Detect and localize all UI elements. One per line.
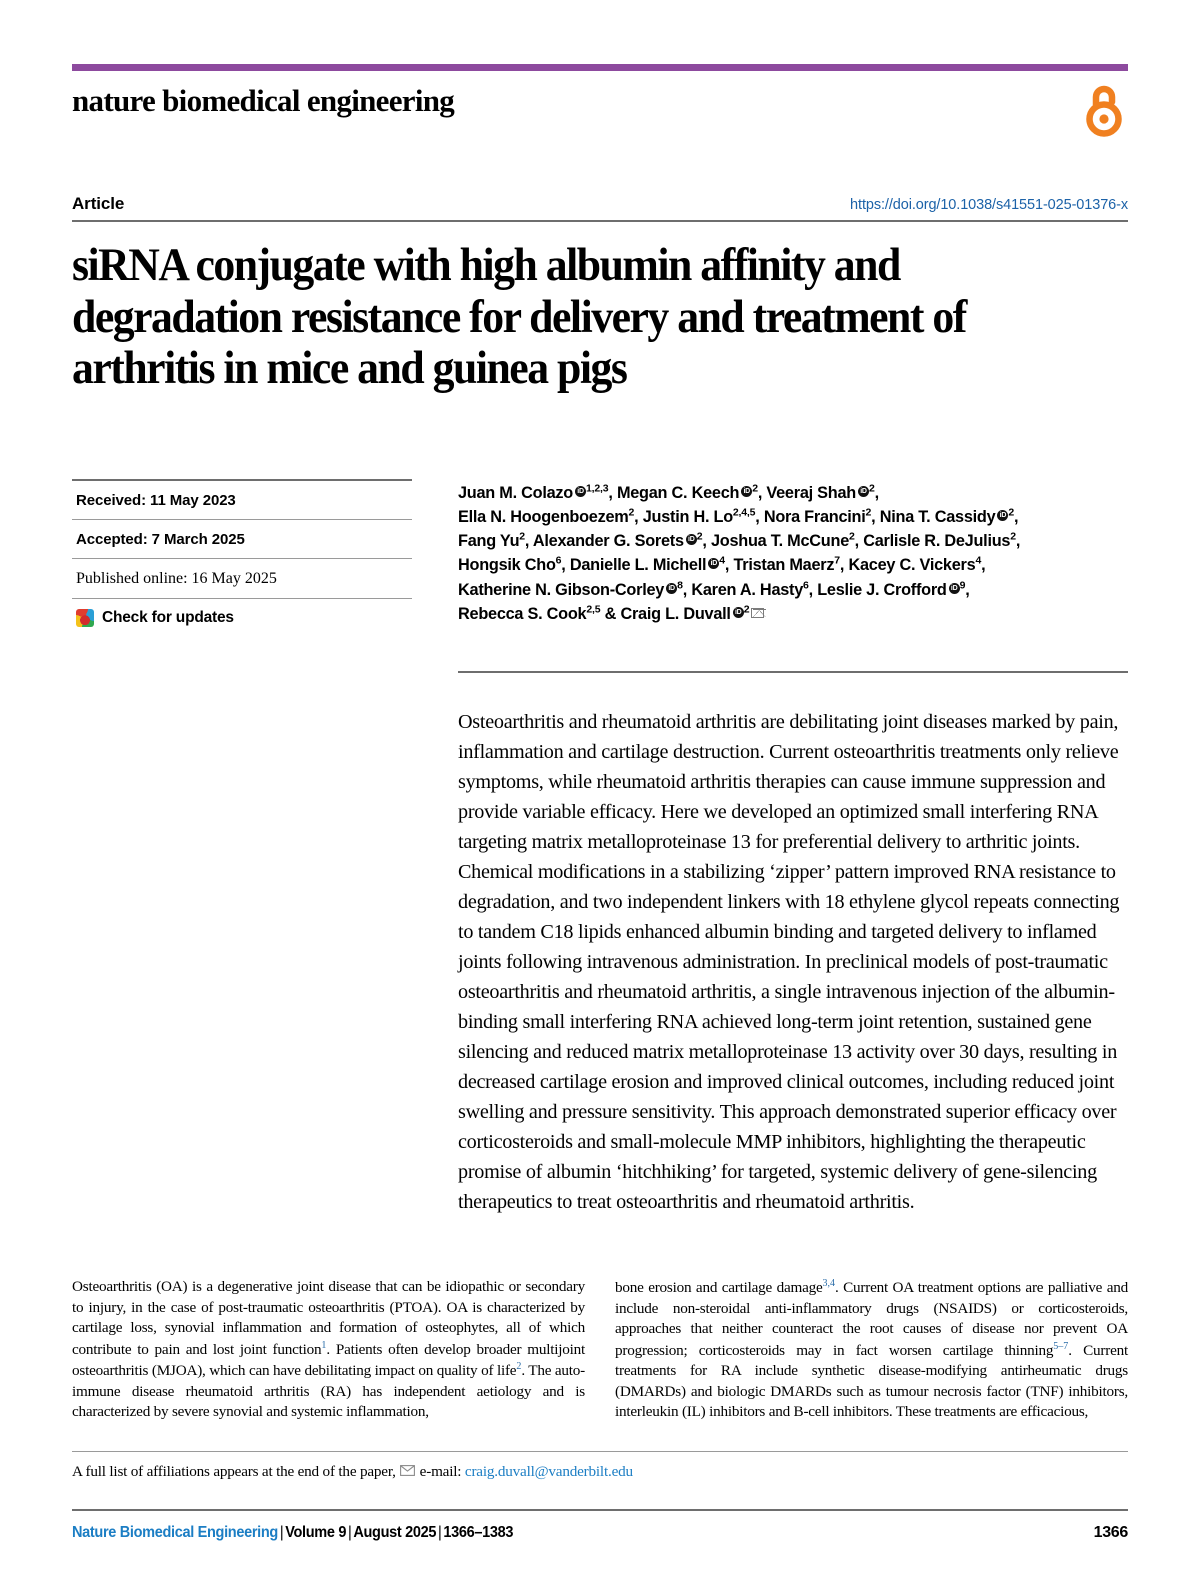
author-row-6: [458, 602, 1128, 626]
author-affiliation-sup: 2: [519, 530, 525, 543]
received-date: Received: 11 May 2023: [76, 492, 236, 510]
article-header: [72, 194, 1128, 214]
author-row-2: Ella N. Hoogenboezem$^2$, Justin H. Lo$^{2,4,5}$, Nora Francini$^2$, Nina T. Cassidy iD $^2$,: [458, 505, 1128, 529]
accepted-date: Accepted: 7 March 2025: [76, 531, 245, 549]
orcid-icon[interactable]: [997, 510, 1008, 521]
footer-separator: |: [438, 1523, 442, 1541]
author-name[interactable]: Alexander G. Sorets: [532, 532, 684, 551]
orcid-icon[interactable]: [741, 486, 752, 497]
author-affiliation-sup: 8: [677, 579, 683, 592]
author-name[interactable]: Leslie J. Crofford: [817, 580, 947, 599]
author-affiliation-sup: 7: [834, 554, 840, 567]
author-name[interactable]: Megan C. Keech: [616, 484, 740, 503]
orcid-icon[interactable]: [949, 583, 960, 594]
abstract-section: [72, 671, 1128, 1237]
orcid-icon[interactable]: [575, 486, 586, 497]
abstract-divider: [458, 671, 1128, 673]
author-affiliation-sup: 6: [555, 554, 562, 567]
author-name[interactable]: Katherine N. Gibson-Corley: [458, 580, 665, 599]
orcid-icon[interactable]: [686, 534, 697, 545]
open-access-lock-icon: [1082, 81, 1126, 142]
author-list: [412, 479, 1128, 627]
author-row-3: Fang Yu$^2$, Alexander G. Sorets iD $^2$, Joshua T. McCune$^2$, Carlisle R. DeJulius$^2$,: [458, 529, 1128, 553]
page-footer: [72, 1511, 1128, 1542]
orcid-icon[interactable]: [858, 486, 869, 497]
author-name[interactable]: Nina T. Cassidy: [879, 508, 996, 527]
published-date: Published online: 16 May 2025: [76, 570, 277, 588]
envelope-icon: [400, 1463, 415, 1481]
meta-and-authors: [72, 479, 1128, 627]
body-text: . The auto-immune disease rheumatoid arthritis (RA) has independent aetiology and is characterized by severe synovial and systemic inflammation,: [72, 1362, 586, 1421]
masthead: [72, 85, 1128, 142]
body-text: . Patients often develop broader multijoint osteoarthritis (MJOA), which can have debilitating impact on quality of life: [72, 1340, 585, 1380]
abstract-text: Osteoarthritis and rheumatoid arthritis are debilitating joint diseases marked by pain, inflammation and cartilage destruction. Current osteoarthritis treatments only relieve symptoms, while rheumatoid arthritis therapies can cause immune suppression and provide variable efficacy. Here we developed an optimized small interfering RNA targeting matrix metalloproteinase 13 for preferential delivery to arthritic joints. Chemical modifications in a stabilizing ‘zipper’ pattern improved RNA resistance to degradation, and two independent linkers with 18 ethylene glycol repeats connecting to tandem C18 lipids enhanced albumin binding and targeted delivery to inflamed joints following intravenous administration. In preclinical models of post-traumatic osteoarthritis and rheumatoid arthritis, a single intravenous injection of the albumin-binding small interfering RNA achieved long-term joint retention, sustained gene silencing and reduced matrix metalloproteinase 13 activity over 30 days, resulting in decreased cartilage erosion and improved clinical outcomes, including reduced joint swelling and pressure sensitivity. This approach demonstrated superior efficacy over corticosteroids and small-molecule MMP inhibitors, highlighting the therapeutic promise of albumin ‘hitchhiking’ for targeted, systemic delivery of gene-silencing therapeutics to treat osteoarthritis and rheumatoid arthritis.: [458, 711, 1120, 1214]
footer-journal-name[interactable]: Nature Biomedical Engineering: [72, 1523, 278, 1541]
footer-volume: Volume 9: [285, 1523, 347, 1541]
author-name[interactable]: Carlisle R. DeJulius: [863, 532, 1011, 551]
author-name[interactable]: Veeraj Shah: [766, 484, 856, 503]
author-affiliation-sup: 2: [865, 506, 872, 519]
journal-title: nature biomedical engineering: [72, 83, 455, 118]
envelope-icon[interactable]: [751, 608, 764, 618]
body-text: Osteoarthritis (OA) is a degenerative joint disease that can be idiopathic or secondary to injury, in the case of post-traumatic osteoarthritis (PTOA). OA is characterized by cartilage loss, synovial inflammation and formation of osteophytes, all of which contribute to pain and lost joint function: [72, 1278, 585, 1358]
email-label: e-mail:: [419, 1462, 462, 1480]
author-name[interactable]: Hongsik Cho: [458, 556, 556, 575]
author-affiliation-sup: 1,2,3: [586, 482, 609, 495]
author-row-1: Juan M. Colazo iD $^{1,2,3}$, Megan C. Keech iD $^2$, Veeraj Shah iD $^2$,: [458, 481, 1128, 505]
check-for-updates-label: Check for updates: [102, 609, 234, 627]
author-affiliation-sup: 4: [975, 554, 982, 567]
author-name[interactable]: Kacey C. Vickers: [848, 556, 976, 575]
author-affiliation-sup: 2: [849, 530, 855, 543]
article-type-label: Article: [72, 194, 125, 213]
brand-accent-bar: [72, 64, 1128, 71]
orcid-icon[interactable]: [708, 558, 719, 569]
orcid-icon[interactable]: [666, 583, 677, 594]
author-affiliation-sup: 2: [1008, 506, 1015, 519]
footer-page-range: 1366–1383: [443, 1523, 514, 1541]
orcid-icon[interactable]: [733, 607, 744, 618]
citation-ref[interactable]: 2: [516, 1361, 522, 1373]
author-affiliation-sup: 6: [803, 579, 809, 592]
author-ampersand: &: [604, 604, 617, 623]
author-affiliation-sup: 9: [959, 579, 966, 592]
header-divider: [72, 220, 1128, 222]
author-affiliation-sup: 2: [696, 530, 703, 543]
author-affiliation-sup: 2,4,5: [732, 506, 756, 519]
author-affiliation-sup: 2: [743, 603, 750, 616]
doi-link[interactable]: https://doi.org/10.1038/s41551-025-01376-x: [850, 197, 1128, 213]
author-name[interactable]: Fang Yu: [458, 532, 520, 551]
author-name[interactable]: Juan M. Colazo: [458, 484, 574, 503]
author-affiliation-sup: 2,5: [586, 603, 601, 616]
citation-ref[interactable]: 1: [321, 1339, 327, 1351]
page-number: 1366: [1093, 1523, 1128, 1541]
footer-separator: |: [347, 1523, 352, 1541]
author-row-5: Katherine N. Gibson-Corley iD $^8$, Karen A. Hasty$^6$, Leslie J. Crofford iD $^9$,: [458, 578, 1128, 602]
author-name[interactable]: Danielle L. Michell: [569, 556, 707, 575]
author-name[interactable]: Karen A. Hasty: [691, 580, 804, 599]
crossmark-icon: [76, 609, 94, 627]
author-name[interactable]: Craig L. Duvall: [620, 604, 731, 623]
author-name[interactable]: Ella N. Hoogenboezem: [458, 508, 629, 527]
author-affiliation-sup: 2: [1010, 530, 1016, 543]
check-for-updates-button[interactable]: [72, 599, 412, 627]
author-name[interactable]: Tristan Maerz: [733, 556, 835, 575]
corresponding-email-link[interactable]: craig.duvall@vanderbilt.edu: [464, 1462, 633, 1480]
publication-history: [72, 479, 412, 627]
author-name[interactable]: Justin H. Lo: [642, 508, 733, 527]
author-affiliation-sup: 2: [752, 482, 758, 495]
author-name[interactable]: Rebecca S. Cook: [458, 604, 587, 623]
citation-ref[interactable]: 5–7: [1053, 1340, 1069, 1352]
author-name[interactable]: Joshua T. McCune: [710, 532, 849, 551]
author-row-4: Hongsik Cho$^6$, Danielle L. Michell iD $^4$, Tristan Maerz$^7$, Kacey C. Vickers$^4$,: [458, 553, 1128, 577]
abstract-gutter: [72, 671, 412, 1237]
body-text: bone erosion and cartilage damage: [615, 1279, 823, 1297]
author-affiliation-sup: 2: [868, 482, 875, 495]
footer-date: August 2025: [353, 1523, 437, 1541]
affiliation-note-text: A full list of affiliations appears at the end of the paper,: [72, 1462, 396, 1480]
page-title: siRNA conjugate with high albumin affinity and degradation resistance for delivery and treatment of arthritis in mice and guinea pigs: [72, 239, 966, 395]
citation-ref[interactable]: 3,4: [822, 1278, 836, 1290]
body-column-left: [72, 1277, 585, 1422]
footer-separator: |: [279, 1523, 284, 1541]
body-text: . Current treatments for RA include synthetic disease-modifying antirheumatic drugs (DMARDs) and biologic DMARDs such as tumour necrosis factor (TNF) inhibitors, interleukin (IL) inhibitors and B-cell inhibitors. These treatments are efficacious,: [615, 1341, 1128, 1421]
body-column-right: [615, 1277, 1128, 1422]
affiliation-note: [72, 1452, 1128, 1481]
author-affiliation-sup: 2: [628, 506, 635, 519]
body-columns: [72, 1277, 1128, 1422]
author-name[interactable]: Nora Francini: [763, 508, 866, 527]
body-text: . Current OA treatment options are palliative and include non-steroidal anti-inflammatory drugs (NSAIDS) or corticosteroids, approaches that neither counteract the root causes of disease nor prevent OA progression; corticosteroids may in fact worsen cartilage thinning: [615, 1279, 1128, 1359]
author-affiliation-sup: 4: [719, 554, 725, 567]
